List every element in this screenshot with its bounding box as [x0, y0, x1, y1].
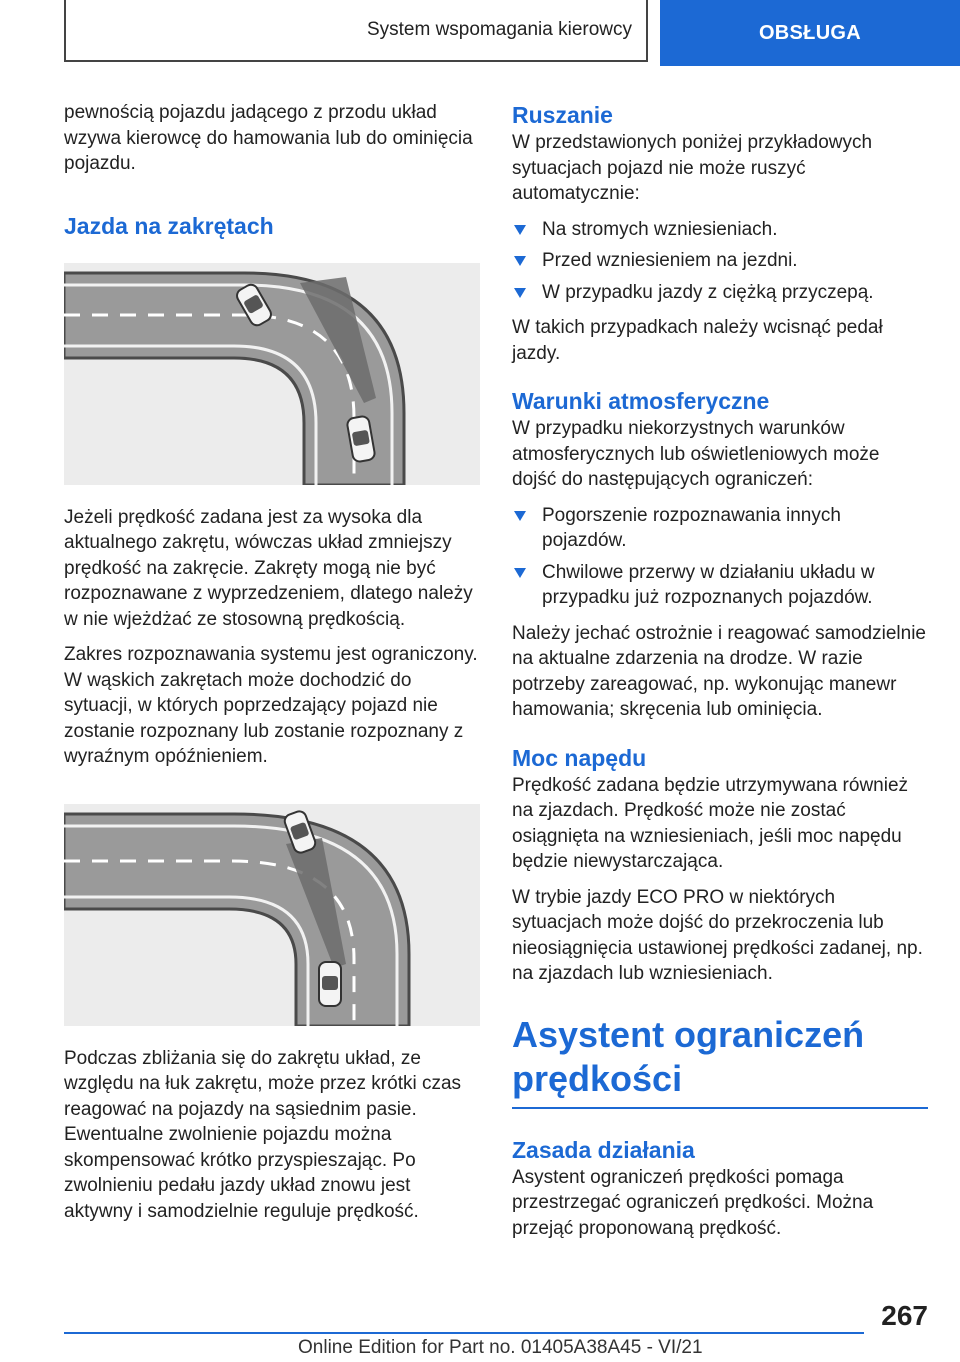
assistant-section-header — [512, 1013, 928, 1109]
weather-after-paragraph: Należy jechać ostrożnie i reagować samodzielnie na aktualne zdarzenia na drodze. W razie potrzeby zareagować, np. wykonując manewr hamowania; skręcenia lub ominięcia. — [512, 622, 926, 720]
chapter-tab[interactable]: OBSŁUGA — [660, 0, 960, 66]
car-icon — [319, 962, 341, 1006]
power-paragraph-2: W trybie jazdy ECO PRO w niektórych sytuacjach może dojść do przekroczenia lub nieosiągnięcia ustawionej prędkości zadanej, np. na zjazdach lub wzniesieniach. — [512, 886, 923, 984]
intro-paragraph: pewnością pojazdu jadącego z przodu układ wzywa kierowcę do hamowania lub do ominięcia pojazdu. — [64, 102, 473, 174]
right-column — [512, 100, 928, 1251]
footer-divider — [64, 1332, 864, 1334]
triangle-bullet-icon — [514, 256, 526, 266]
assistant-heading: Asystent ograniczeń prędkości — [512, 1013, 865, 1099]
approach-curve-paragraph: Podczas zbliżania się do zakrętu układ, ze względu na łuk zakrętu, może przez krótki czas reagować na pojazdy na sąsiednim pasie. Ewentualne zwolnienie pojazdu można skompensować krótko przyspieszając. Po zwolnieniu pedału jazdy układ znowu jest aktywny i samodzielnie reguluje prędkość. — [64, 1047, 462, 1222]
page-header — [0, 0, 960, 66]
triangle-bullet-icon — [514, 511, 526, 521]
principle-paragraph: Asystent ograniczeń prędkości pomaga przestrzegać ograniczeń prędkości. Można przejąć proponowaną prędkość. — [512, 1166, 874, 1239]
weather-heading: Warunki atmosferyczne — [512, 388, 770, 414]
triangle-bullet-icon — [514, 225, 526, 235]
curve-illustration-1 — [64, 263, 480, 485]
start-heading: Ruszanie — [512, 102, 613, 128]
curve-illustration-2 — [64, 804, 480, 1026]
left-column — [64, 100, 480, 1234]
section-title: System wspomagania kierowcy — [64, 0, 648, 62]
power-paragraph-1: Prędkość zadana będzie utrzymywana również na zjazdach. Prędkość może nie zostać osiągnięta na wzniesieniach, jeśli moc napędu będzie niewystarczająca. — [512, 774, 909, 872]
triangle-bullet-icon — [514, 568, 526, 578]
list-item: Pogorszenie rozpoznawania innych pojazdów. — [512, 503, 928, 554]
edition-footer: Online Edition for Part no. 01405A38A45 - VI/21 — [298, 1337, 703, 1358]
weather-paragraph: W przypadku niekorzystnych warunków atmosferycznych lub oświetleniowych może dojść do następujących ograniczeń: — [512, 418, 880, 490]
list-item: Na stromych wzniesieniach. — [512, 217, 928, 243]
start-after-paragraph: W takich przypadkach należy wcisnąć pedał jazdy. — [512, 317, 883, 364]
list-item: Chwilowe przerwy w działaniu układu w przypadku już rozpoznanych pojazdów. — [512, 560, 928, 611]
power-heading: Moc napędu — [512, 744, 647, 771]
range-limited-paragraph: Zakres rozpoznawania systemu jest ograniczony. W wąskich zakrętach może dochodzić do sytuacji, w których poprzedzający pojazd nie zostanie rozpoznany lub zostanie rozpoznany z wyraźnym opóźnieniem. — [64, 644, 478, 767]
principle-heading: Zasada działania — [512, 1136, 695, 1163]
list-item: Przed wzniesieniem na jezdni. — [512, 248, 928, 274]
start-paragraph: W przedstawionych poniżej przykładowych sytuacjach pojazd nie może ruszyć automatycznie: — [512, 132, 873, 204]
page-number: 267 — [881, 1300, 928, 1331]
list-item: W przypadku jazdy z ciężką przyczepą. — [512, 280, 928, 306]
start-list — [512, 217, 928, 306]
weather-list — [512, 503, 928, 611]
speed-too-high-paragraph: Jeżeli prędkość zadana jest za wysoka dla aktualnego zakrętu, wówczas układ zmniejszy prędkość na zakręcie. Zakręty mogą nie być rozpoznawane z wyprzedzeniem, dlatego należy w nie wjeżdżać ze stosowną prędkością. — [64, 506, 473, 630]
curves-heading: Jazda na zakrętach — [64, 212, 274, 239]
triangle-bullet-icon — [514, 288, 526, 298]
